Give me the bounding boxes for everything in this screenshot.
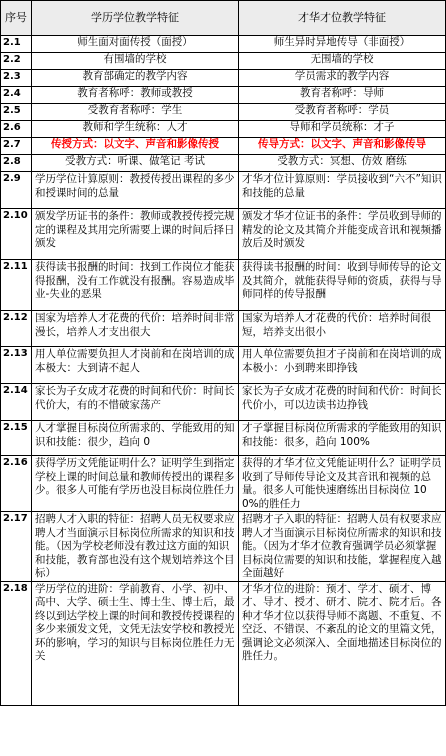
table-row [1, 311, 446, 347]
degree-cell: 人才掌握目标岗位所需求的、学能致用的知识和技能：很少，趋向 0 [32, 421, 239, 456]
table-row [1, 384, 446, 421]
row-id: 2.13 [1, 347, 32, 384]
table-row [1, 36, 446, 53]
talent-cell: 获得的才华才位文凭能证明什么？证明学员收到了导师传导论文及其音讯和视频的总量。很多人可能快速磨练出目标岗位 100%的胜任力 [239, 456, 446, 512]
degree-cell: 获得学历文凭能证明什么？证明学生到指定学校上课的时间总量和教师传授出的课程多少。很多人可能有学历也没目标岗位胜任力 [32, 456, 239, 512]
header-talent: 才华才位教学特征 [239, 1, 446, 36]
row-id: 2.1 [1, 36, 32, 53]
talent-cell: 国家为培养人才花费的代价：培养时间很短，培养支出很小 [239, 311, 446, 347]
degree-cell: 受教方式：听课、做笔记 考试 [32, 155, 239, 172]
row-id: 2.16 [1, 456, 32, 512]
degree-cell: 传授方式：以文字、声音和影像传授 [32, 138, 239, 155]
degree-cell: 用人单位需要负担人才岗前和在岗培训的成本极大：大到请不起人 [32, 347, 239, 384]
talent-cell: 传导方式：以文字、声音和影像传导 [239, 138, 446, 155]
talent-cell: 才华才位的进阶：预才、学才、硕才、博才、导才、授才、研才、院才、院才后。各种才华才位以获得导师不离题、不重复、不空泛、不错误、不紊乱的论文的里篇文凭，强调论文必须深入、全面地描述目标岗位的胜任力。 [239, 581, 446, 705]
talent-cell: 无围墙的学校 [239, 53, 446, 70]
talent-cell: 学员需求的教学内容 [239, 70, 446, 87]
degree-cell: 受教育者称呼：学生 [32, 104, 239, 121]
row-id: 2.9 [1, 172, 32, 209]
talent-cell: 用人单位需要负担才子岗前和在岗培训的成本极小：小到聘来即挣钱 [239, 347, 446, 384]
table-row [1, 121, 446, 138]
row-id: 2.17 [1, 512, 32, 582]
talent-cell: 颁发才华才位证书的条件：学员收到导师的精发的论文及其简介并能变成音讯和视频播放后及时颁发 [239, 209, 446, 260]
table-row [1, 87, 446, 104]
table-row [1, 581, 446, 705]
degree-cell: 获得读书报酬的时间：找到工作岗位才能获得报酬，没有工作就没有报酬。容易造成毕业-失业的恶果 [32, 260, 239, 311]
talent-cell: 家长为子女成才花费的时间和代价：时间长代价小，可以边读书边挣钱 [239, 384, 446, 421]
table-row [1, 155, 446, 172]
table-row [1, 512, 446, 582]
table-row [1, 104, 446, 121]
talent-cell: 师生异时异地传导（非面授） [239, 36, 446, 53]
table-row [1, 421, 446, 456]
table-row [1, 260, 446, 311]
row-id: 2.11 [1, 260, 32, 311]
header-degree: 学历学位教学特征 [32, 1, 239, 36]
degree-cell: 教育部确定的教学内容 [32, 70, 239, 87]
talent-cell: 招聘才子入职的特征：招聘人员有权要求应聘人才当面演示目标岗位所需求的知识和技能。（因为才华才位教育强调学员必须掌握目标岗位需要的知识和技能，掌握程度入越全面越好 [239, 512, 446, 582]
table-row [1, 172, 446, 209]
table-row [1, 347, 446, 384]
degree-cell: 家长为子女成才花费的时间和代价：时间长代价大，有的不惜破家荡产 [32, 384, 239, 421]
degree-cell: 教师和学生统称：人才 [32, 121, 239, 138]
row-id: 2.12 [1, 311, 32, 347]
row-id: 2.8 [1, 155, 32, 172]
table-row [1, 456, 446, 512]
table-row [1, 209, 446, 260]
row-id: 2.3 [1, 70, 32, 87]
talent-cell: 教育者称呼：导师 [239, 87, 446, 104]
row-id: 2.2 [1, 53, 32, 70]
talent-cell: 导师和学员统称：才子 [239, 121, 446, 138]
row-id: 2.15 [1, 421, 32, 456]
degree-cell: 教育者称呼：教师或教授 [32, 87, 239, 104]
row-id: 2.4 [1, 87, 32, 104]
table-header-row [1, 1, 446, 36]
table-row [1, 138, 446, 155]
header-id: 序号 [1, 1, 32, 36]
table-row [1, 70, 446, 87]
degree-cell: 国家为培养人才花费的代价：培养时间非常漫长，培养人才支出很大 [32, 311, 239, 347]
degree-cell: 师生面对面传授（面授） [32, 36, 239, 53]
degree-cell: 颁发学历证书的条件：教师或教授传授完规定的课程及其用完所需要上课的时间后择日颁发 [32, 209, 239, 260]
talent-cell: 受教方式：冥想、仿效 磨练 [239, 155, 446, 172]
row-id: 2.5 [1, 104, 32, 121]
degree-cell: 有围墙的学校 [32, 53, 239, 70]
table-row [1, 53, 446, 70]
degree-cell: 学历学位计算原则：教授传授出课程的多少和授课时间的总量 [32, 172, 239, 209]
row-id: 2.7 [1, 138, 32, 155]
row-id: 2.18 [1, 581, 32, 705]
degree-cell: 招聘人才入职的特征：招聘人员无权要求应聘人才当面演示目标岗位所需求的知识和技能。（因为学校老师没有教过这方面的知识和技能，教育部也没有这个规划培养这个目标） [32, 512, 239, 582]
talent-cell: 受教育者称呼：学员 [239, 104, 446, 121]
row-id: 2.6 [1, 121, 32, 138]
talent-cell: 才子掌握目标岗位所需求的学能致用的知识和技能：很多，趋向 100% [239, 421, 446, 456]
talent-cell: 才华才位计算原则：学员接收到“六不”知识和技能的总量 [239, 172, 446, 209]
degree-cell: 学历学位的进阶：学前教育、小学、初中、高中、大学、硕士生、博士生、博士后，最终以到达学校上课的时间和教授传授课程的多少来颁发文凭，文凭无法安学校和教授光环的影响，学习的知识与目标岗位胜任力无关 [32, 581, 239, 705]
row-id: 2.14 [1, 384, 32, 421]
talent-cell: 获得读书报酬的时间：收到导师传导的论文及其简介，就能获得导师的资质，获得与导师同样的传导报酬 [239, 260, 446, 311]
row-id: 2.10 [1, 209, 32, 260]
